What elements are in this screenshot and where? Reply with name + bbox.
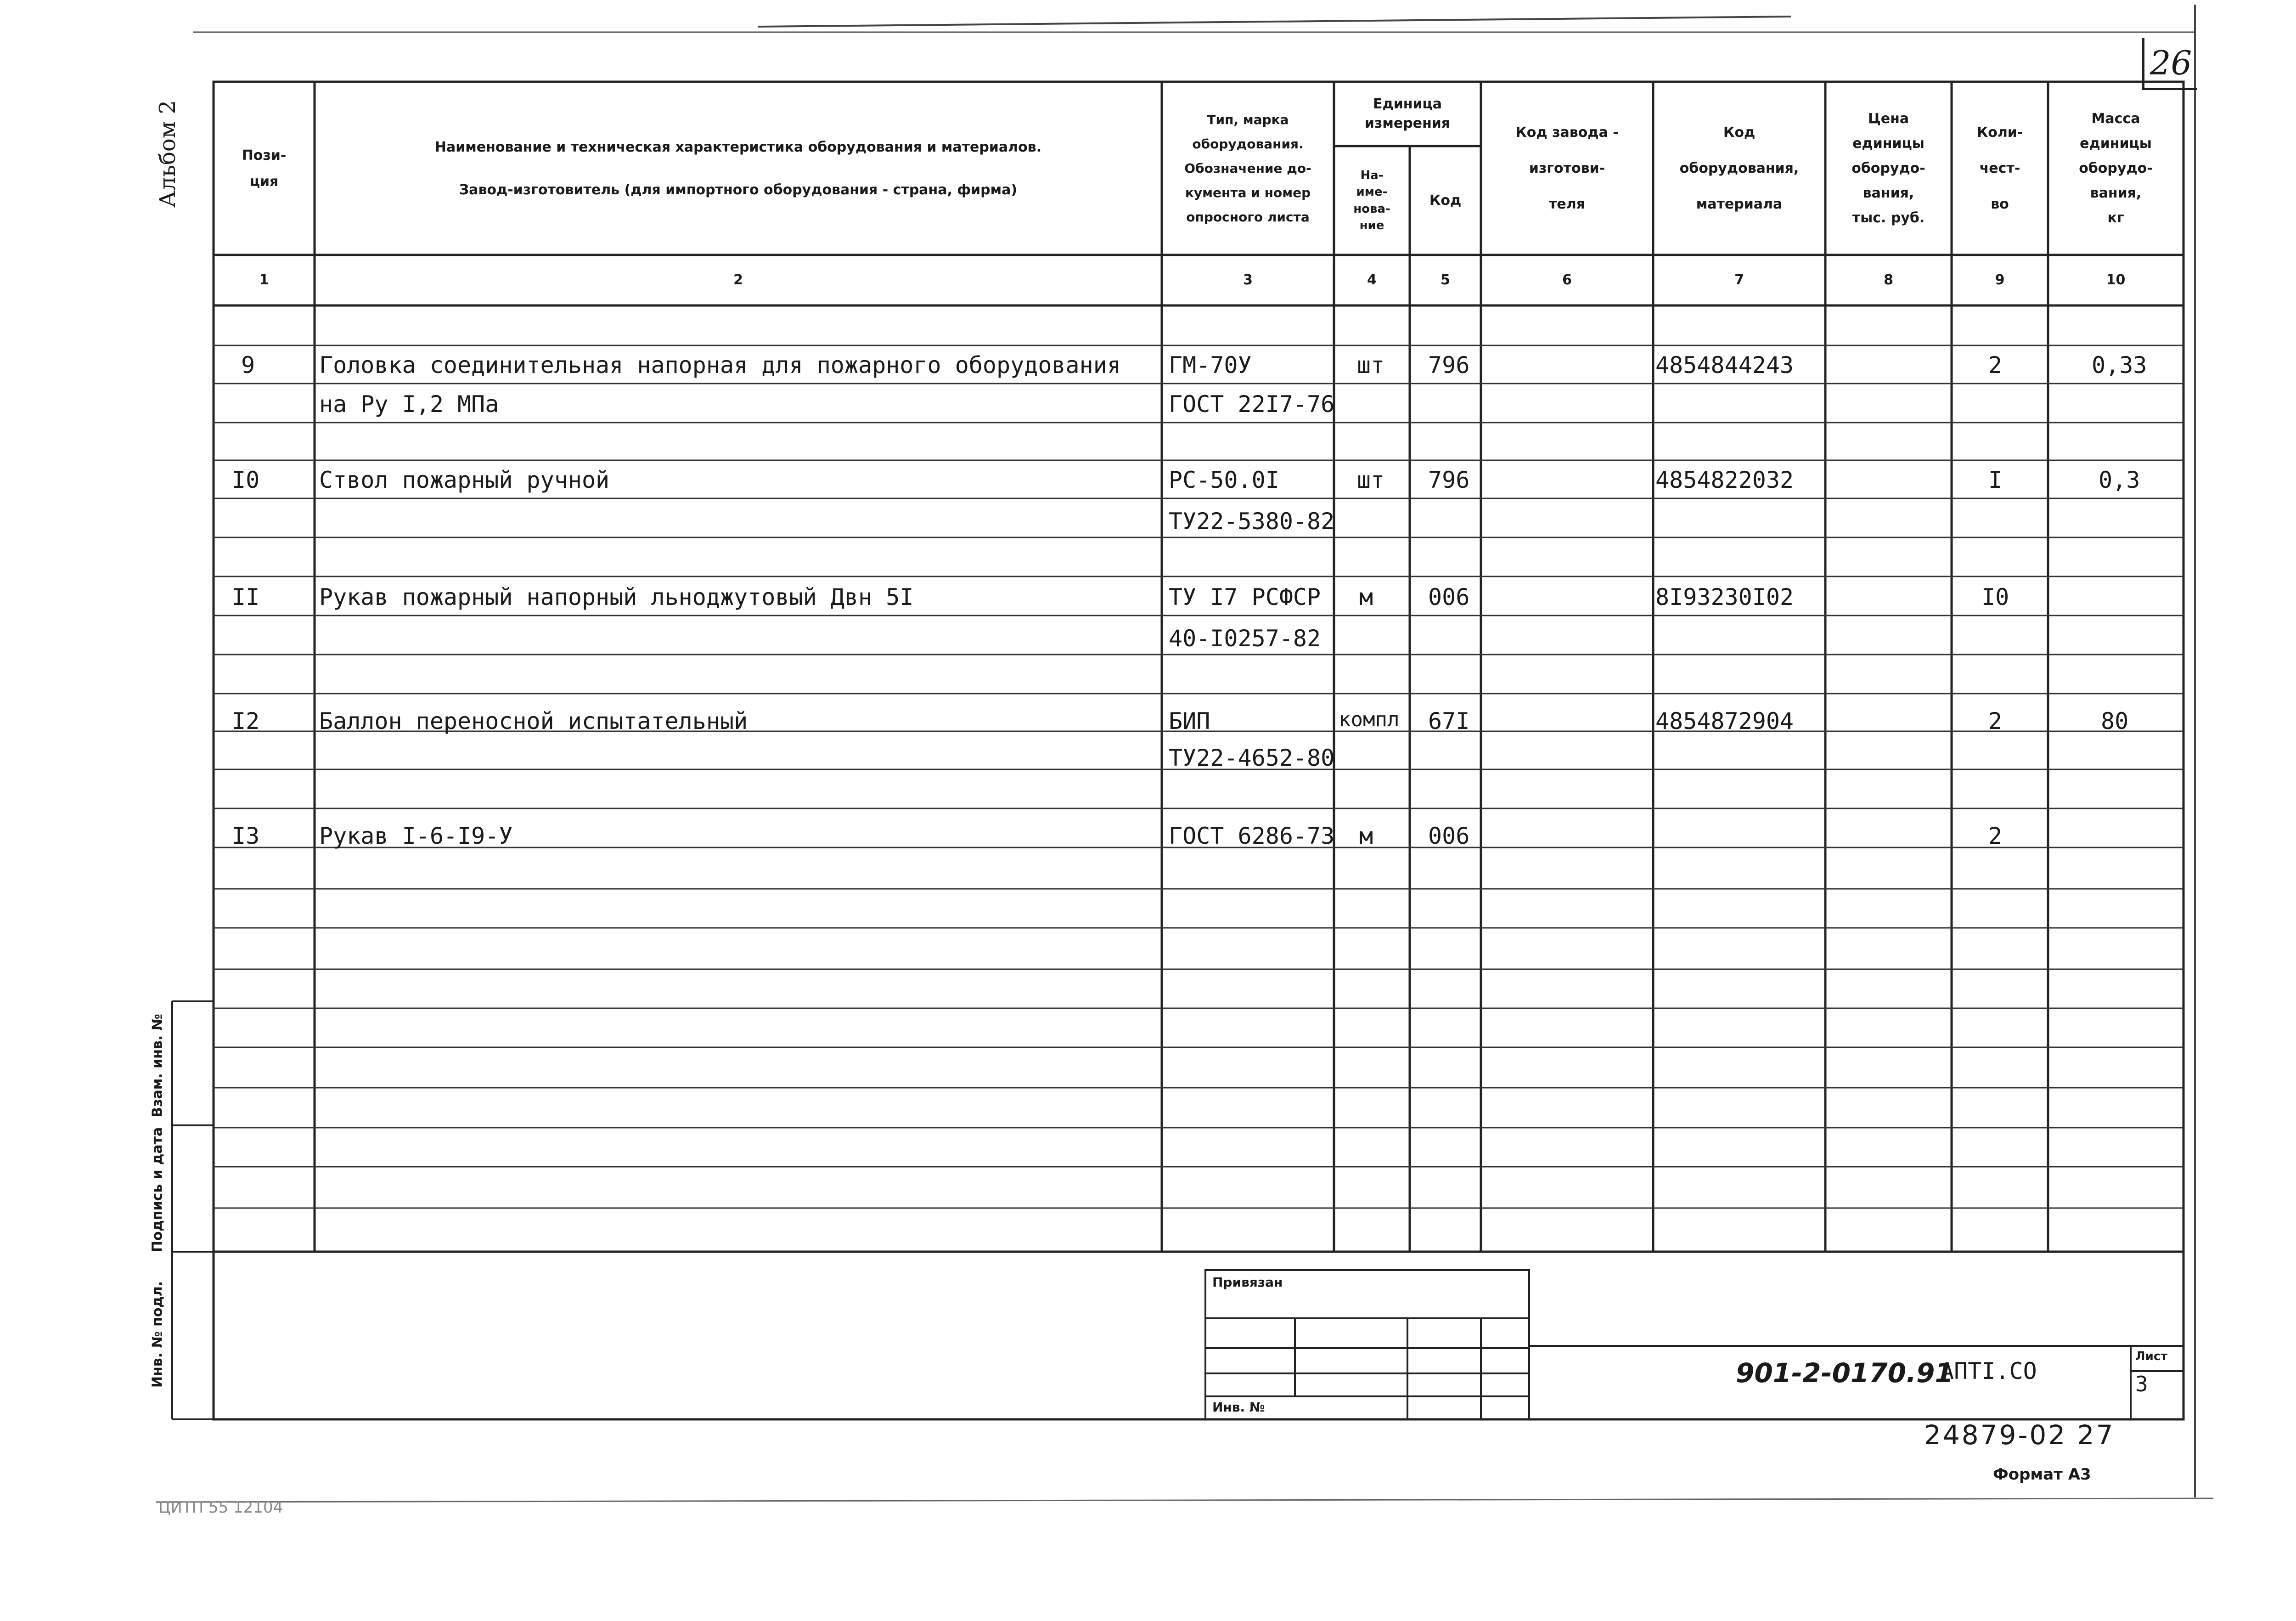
cell-position: 9 bbox=[241, 352, 255, 378]
header-text: измерения bbox=[1364, 115, 1451, 131]
stamp-attached-label: Привязан bbox=[1212, 1275, 1283, 1290]
header-text: Единица bbox=[1373, 96, 1442, 112]
sheet-number-box: 26 bbox=[2142, 38, 2197, 90]
cell-unit-code: 006 bbox=[1428, 823, 1470, 849]
header-text: Завод-изготовитель (для импортного оборудования - страна, фирма) bbox=[459, 181, 1018, 198]
header-text: оборудования. bbox=[1192, 136, 1304, 152]
header-text: Код bbox=[1429, 192, 1462, 209]
cell-type: РС-50.0I bbox=[1169, 467, 1279, 493]
header-col-equipment-code bbox=[1653, 82, 1825, 255]
header-text: Пози- bbox=[242, 147, 287, 164]
header-text: ние bbox=[1359, 218, 1384, 232]
cell-name: Баллон переносной испытательный bbox=[319, 708, 748, 734]
cell-position: I3 bbox=[232, 823, 260, 849]
cell-unit-code: 796 bbox=[1428, 352, 1470, 378]
cell-unit: шт bbox=[1357, 352, 1385, 378]
header-text: Обозначение до- bbox=[1184, 160, 1311, 176]
cell-type: ТУ I7 РСФСР bbox=[1169, 584, 1321, 610]
cell-quantity: 2 bbox=[1988, 708, 2003, 734]
header-text: На- bbox=[1360, 168, 1384, 182]
header-text: оборудования, bbox=[1679, 160, 1799, 176]
side-label-replacement: Взам. инв. № bbox=[149, 1014, 166, 1118]
cell-type: ТУ22-4652-80 bbox=[1169, 745, 1335, 771]
header-text: оборудо- bbox=[1851, 160, 1925, 176]
cell-unit-code: 796 bbox=[1428, 467, 1470, 493]
header-text: кг bbox=[2107, 209, 2124, 226]
archive-number: 24879-02 27 bbox=[1924, 1419, 2115, 1451]
header-text: имe- bbox=[1356, 185, 1388, 199]
column-number: 2 bbox=[733, 272, 743, 288]
cell-type: 40-I0257-82 bbox=[1169, 625, 1321, 652]
column-number: 8 bbox=[1884, 272, 1893, 288]
format-label: Формат А3 bbox=[1993, 1465, 2091, 1484]
side-label-signature: Подпись и дата bbox=[149, 1127, 166, 1253]
header-col-name bbox=[315, 82, 1162, 255]
header-text: Код bbox=[1723, 124, 1756, 141]
cell-quantity: I0 bbox=[1981, 584, 2009, 610]
header-text: единицы bbox=[1852, 135, 1925, 152]
column-number: 1 bbox=[259, 272, 269, 288]
header-text: единицы bbox=[2080, 135, 2152, 152]
cell-position: II bbox=[232, 584, 260, 610]
cell-equipment-code: 4854822032 bbox=[1655, 467, 1794, 493]
cell-quantity: 2 bbox=[1988, 352, 2003, 378]
header-col-price bbox=[1825, 82, 1952, 255]
cell-type: ГМ-70У bbox=[1169, 352, 1252, 378]
cell-unit: компл bbox=[1339, 708, 1400, 731]
cell-unit-code: 67I bbox=[1428, 708, 1470, 734]
column-number: 7 bbox=[1734, 272, 1744, 288]
stamp-inv-label: Инв. № bbox=[1212, 1400, 1265, 1415]
cell-quantity: 2 bbox=[1988, 823, 2003, 849]
header-text: Наименование и техническая характеристика оборудования и материалов. bbox=[434, 139, 1042, 155]
cell-name: Рукав пожарный напорный льноджутовый Двн 5I bbox=[319, 584, 914, 610]
cell-name: Ствол пожарный ручной bbox=[319, 467, 610, 493]
column-number: 5 bbox=[1441, 272, 1450, 288]
cell-equipment-code: 4854844243 bbox=[1655, 352, 1794, 378]
column-number: 9 bbox=[1995, 272, 2005, 288]
album-label: Альбом 2 bbox=[155, 100, 180, 208]
header-col-unit-code bbox=[1410, 146, 1481, 255]
cell-unit-code: 006 bbox=[1428, 584, 1470, 610]
sheet-value: 3 bbox=[2135, 1372, 2148, 1396]
cell-equipment-code: 4854872904 bbox=[1655, 708, 1794, 734]
cell-type: БИП bbox=[1169, 708, 1210, 734]
header-text: опросного листа bbox=[1186, 209, 1310, 225]
cell-type: ТУ22-5380-82 bbox=[1169, 508, 1335, 535]
print-mark: ЦИТП 55 12104 bbox=[158, 1498, 283, 1517]
header-text: ция bbox=[249, 173, 279, 190]
header-text: вания, bbox=[2090, 185, 2142, 201]
cell-name: Головка соединительная напорная для пожарного оборудования bbox=[319, 352, 1121, 378]
header-text: чест- bbox=[1979, 160, 2020, 176]
header-unit-group bbox=[1334, 82, 1481, 146]
side-label-original-inv: Инв. № подл. bbox=[149, 1281, 166, 1388]
cell-quantity: I bbox=[1988, 467, 2003, 493]
header-text: изготови- bbox=[1529, 160, 1605, 176]
cell-name: на Ру I,2 МПа bbox=[319, 391, 499, 418]
cell-mass: 80 bbox=[2101, 708, 2129, 734]
header-text: тыс. руб. bbox=[1852, 209, 1925, 226]
header-text: оборудо- bbox=[2079, 160, 2153, 176]
sheet-label: Лист bbox=[2135, 1350, 2168, 1363]
header-col-mass bbox=[2048, 82, 2183, 255]
column-number: 4 bbox=[1367, 272, 1377, 288]
cell-position: I2 bbox=[232, 708, 260, 734]
header-text: Коли- bbox=[1976, 124, 2023, 141]
header-col-plant-code bbox=[1481, 82, 1653, 255]
header-text: Код завода - bbox=[1515, 124, 1619, 141]
cell-unit: м bbox=[1359, 823, 1373, 849]
header-col-unit-name bbox=[1334, 146, 1410, 255]
cell-mass: 0,33 bbox=[2092, 352, 2147, 378]
header-text: Цена bbox=[1868, 110, 1909, 127]
header-text: кумента и номер bbox=[1185, 185, 1311, 201]
cell-type: ГОСТ 6286-73 bbox=[1169, 823, 1335, 849]
cell-unit: м bbox=[1359, 584, 1373, 610]
column-number: 10 bbox=[2106, 272, 2126, 288]
header-text: нова- bbox=[1353, 202, 1390, 216]
header-text: во bbox=[1991, 196, 2009, 212]
cell-type: ГОСТ 22I7-76 bbox=[1169, 391, 1335, 418]
cell-name: Рукав I-6-I9-У bbox=[319, 823, 513, 849]
document-designation-suffix: АПТI.СО bbox=[1940, 1358, 2037, 1384]
document-designation: 901-2-0170.91 bbox=[1736, 1357, 1953, 1389]
header-text: материала bbox=[1696, 196, 1783, 212]
header-text: теля bbox=[1549, 196, 1585, 212]
header-col-position bbox=[214, 82, 315, 255]
header-text: Масса bbox=[2091, 110, 2140, 127]
column-number: 3 bbox=[1243, 272, 1253, 288]
header-text: Тип, марка bbox=[1207, 112, 1289, 127]
column-number: 6 bbox=[1562, 272, 1572, 288]
header-text: вания, bbox=[1863, 185, 1914, 201]
cell-unit: шт bbox=[1357, 467, 1385, 493]
cell-equipment-code: 8I93230I02 bbox=[1655, 584, 1794, 610]
header-col-type bbox=[1162, 82, 1334, 255]
header-col-quantity bbox=[1952, 82, 2048, 255]
cell-position: I0 bbox=[232, 467, 260, 493]
cell-mass: 0,3 bbox=[2099, 467, 2140, 493]
